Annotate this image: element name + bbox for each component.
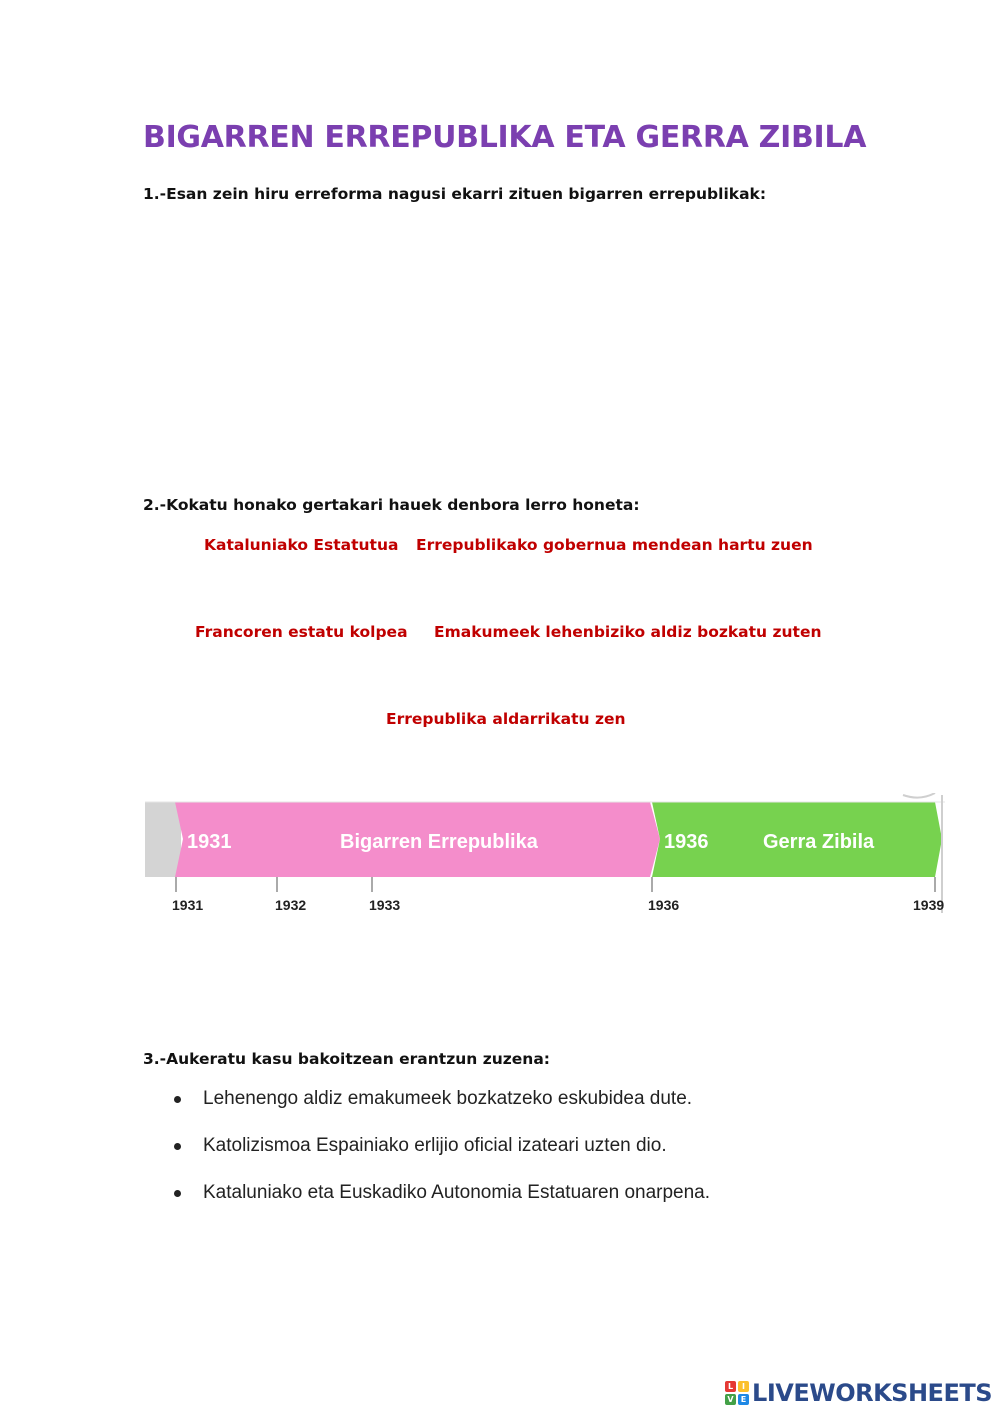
bullet-icon xyxy=(174,1190,181,1197)
logo-mark-letter: E xyxy=(738,1394,749,1405)
logo-text: LIVEWORKSHEETS xyxy=(752,1379,992,1407)
answer-options xyxy=(172,1088,710,1229)
period-2-name: Gerra Zibila xyxy=(763,831,875,853)
event-emakumeek-bozkatu[interactable]: Emakumeek lehenbiziko aldiz bozkatu zuten xyxy=(434,623,822,641)
event-gobernua-mendean[interactable]: Errepublikako gobernua mendean hartu zuen xyxy=(416,536,813,554)
period-1-name: Bigarren Errepublika xyxy=(340,831,538,853)
tick-label-1939: 1939 xyxy=(913,897,945,913)
answer-option[interactable] xyxy=(172,1088,710,1135)
liveworksheets-logo xyxy=(725,1377,992,1409)
period-2-start-label: 1936 xyxy=(664,831,709,853)
answer-option-label: Lehenengo aldiz emakumeek bozkatzeko eskubidea dute. xyxy=(203,1088,693,1109)
event-errepublika-aldarrikatu[interactable]: Errepublika aldarrikatu zen xyxy=(386,710,626,728)
event-francoren-kolpea[interactable]: Francoren estatu kolpea xyxy=(195,623,408,641)
logo-mark-letter: L xyxy=(725,1381,736,1392)
logo-mark-letter: V xyxy=(725,1394,736,1405)
question-3: 3.-Aukeratu kasu bakoitzean erantzun zuzena: xyxy=(143,1050,550,1068)
bullet-icon xyxy=(174,1143,181,1150)
question-2: 2.-Kokatu honako gertakari hauek denbora lerro honeta: xyxy=(143,496,640,514)
period-1-start-label: 1931 xyxy=(187,831,232,853)
page-title: BIGARREN ERREPUBLIKA ETA GERRA ZIBILA xyxy=(143,120,867,155)
event-kataluniako-estatutua[interactable]: Kataluniako Estatutua xyxy=(204,536,399,554)
logo-mark-icon xyxy=(725,1381,749,1405)
timeline-corner-arc xyxy=(903,793,935,798)
tick-label-1933: 1933 xyxy=(369,897,401,913)
answer-option[interactable] xyxy=(172,1135,710,1182)
timeline-graphic xyxy=(145,793,945,918)
timeline xyxy=(145,793,945,918)
bullet-icon xyxy=(174,1096,181,1103)
tick-label-1932: 1932 xyxy=(275,897,307,913)
tick-label-1936: 1936 xyxy=(648,897,680,913)
answer-option[interactable] xyxy=(172,1182,710,1229)
answer-option-label: Kataluniako eta Euskadiko Autonomia Estatuaren onarpena. xyxy=(203,1182,711,1203)
tick-label-1931: 1931 xyxy=(172,897,204,913)
logo-mark-letter: I xyxy=(738,1381,749,1392)
answer-option-label: Katolizismoa Espainiako erlijio oficial izateari uzten dio. xyxy=(203,1135,667,1156)
timeline-lead-band xyxy=(145,802,181,877)
question-1: 1.-Esan zein hiru erreforma nagusi ekarri zituen bigarren errepublikak: xyxy=(143,185,767,203)
